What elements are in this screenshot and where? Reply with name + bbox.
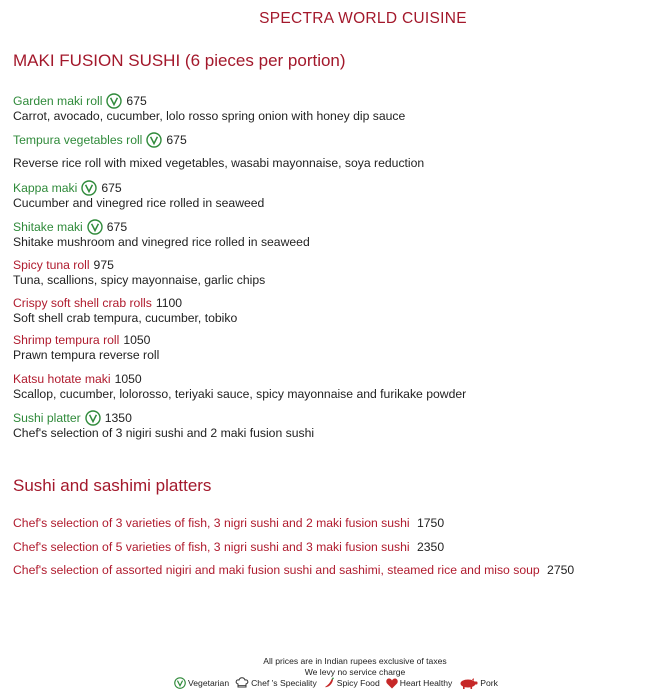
legend-vegetarian xyxy=(174,677,229,689)
item-name: Spicy tuna roll xyxy=(13,258,90,272)
legend xyxy=(174,677,504,689)
item-name: Crispy soft shell crab rolls xyxy=(13,296,152,310)
item-price: 1100 xyxy=(155,296,183,310)
chef-hat-icon xyxy=(235,677,249,689)
legend-label: Spicy Food xyxy=(336,678,380,688)
menu-item xyxy=(13,132,643,171)
platter-name: Chef's selection of 3 varieties of fish, 3 nigri sushi and 2 maki fusion sushi xyxy=(13,516,410,530)
veg-icon xyxy=(174,677,186,689)
item-price: 675 xyxy=(106,219,128,234)
tax-note: All prices are in Indian rupees exclusive of taxes xyxy=(263,656,447,666)
legend-label: Heart Healthy xyxy=(399,678,453,688)
item-description: Cucumber and vinegred rice rolled in seaweed xyxy=(13,196,265,210)
veg-icon xyxy=(85,410,101,426)
legend-spicy xyxy=(323,677,380,689)
item-price: 1050 xyxy=(114,372,142,386)
item-price: 675 xyxy=(101,180,122,195)
item-price: 975 xyxy=(93,258,114,272)
section-title-platters: Sushi and sashimi platters xyxy=(13,476,212,495)
item-name: Garden maki roll xyxy=(13,93,103,108)
item-name: Shrimp tempura roll xyxy=(13,333,120,347)
platter-name: Chef's selection of assorted nigiri and maki fusion sushi and sashimi, steamed rice and miso soup xyxy=(13,563,540,577)
menu-item xyxy=(13,93,643,124)
legend-label: Vegetarian xyxy=(188,678,230,688)
item-description: Soft shell crab tempura, cucumber, tobiko xyxy=(13,311,238,325)
veg-icon xyxy=(146,132,162,148)
platter-price: 2350 xyxy=(416,540,445,554)
item-description: Tuna, scallions, spicy mayonnaise, garlic chips xyxy=(13,273,266,287)
item-description: Reverse rice roll with mixed vegetables, wasabi mayonnaise, soya reduction xyxy=(13,156,425,170)
menu-item xyxy=(13,258,643,288)
item-name: Katsu hotate maki xyxy=(13,372,111,386)
chili-icon xyxy=(323,677,335,689)
pig-icon xyxy=(458,678,478,689)
item-price: 675 xyxy=(126,93,147,108)
section-title-maki: MAKI FUSION SUSHI (6 pieces per portion) xyxy=(13,51,346,70)
legend-pork xyxy=(458,678,498,689)
menu-item xyxy=(13,180,643,211)
veg-icon xyxy=(106,93,122,109)
veg-icon xyxy=(87,219,103,235)
item-name: Tempura vegetables roll xyxy=(13,132,143,147)
menu-item xyxy=(13,372,643,402)
item-price: 1350 xyxy=(104,410,132,425)
item-description: Carrot, avocado, cucumber, lolo rosso spring onion with honey dip sauce xyxy=(13,109,406,123)
item-description: Prawn tempura reverse roll xyxy=(13,348,160,362)
item-description: Scallop, cucumber, lolorosso, teriyaki sauce, spicy mayonnaise and furikake powder xyxy=(13,387,467,401)
menu-item xyxy=(13,296,643,326)
veg-icon xyxy=(81,180,97,196)
item-description: Shitake mushroom and vinegred rice rolled in seaweed xyxy=(13,235,310,249)
legend-heart-healthy xyxy=(386,678,453,689)
platter-item xyxy=(13,563,574,577)
platter-item xyxy=(13,516,444,530)
legend-label: Pork xyxy=(480,678,498,688)
item-name: Kappa maki xyxy=(13,180,78,195)
restaurant-name: SPECTRA WORLD CUISINE xyxy=(259,10,467,27)
legend-label: Chef 's Speciality xyxy=(251,678,317,688)
platter-price: 1750 xyxy=(416,516,445,530)
platter-price: 2750 xyxy=(547,563,575,577)
menu-item xyxy=(13,410,643,441)
menu-item xyxy=(13,219,643,250)
platter-name: Chef's selection of 5 varieties of fish, 3 nigri sushi and 3 maki fusion sushi xyxy=(13,540,410,554)
menu-item xyxy=(13,333,643,363)
platter-item xyxy=(13,540,444,554)
item-name: Shitake maki xyxy=(13,219,83,234)
item-price: 1050 xyxy=(123,333,151,347)
heart-icon xyxy=(386,678,398,689)
item-name: Sushi platter xyxy=(13,410,81,425)
item-price: 675 xyxy=(166,132,187,147)
service-charge-note: We levy no service charge xyxy=(304,667,406,677)
item-description: Chef's selection of 3 nigiri sushi and 2 maki fusion sushi xyxy=(13,426,315,440)
legend-chef-speciality xyxy=(235,677,317,689)
